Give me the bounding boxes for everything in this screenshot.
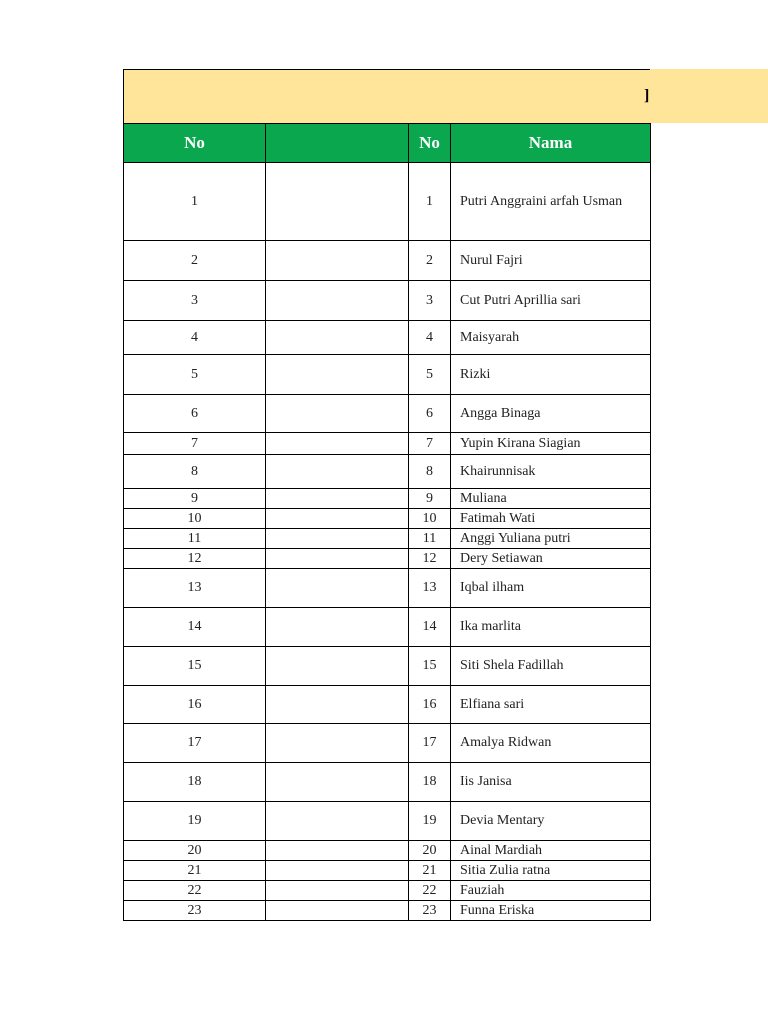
row-number-left: 5 (124, 355, 266, 395)
student-name: Ainal Mardiah (451, 841, 651, 861)
empty-cell (266, 529, 409, 549)
page-title: ] (644, 87, 650, 104)
empty-cell (266, 841, 409, 861)
row-number-left: 1 (124, 163, 266, 241)
empty-cell (266, 802, 409, 841)
table-row (124, 901, 651, 921)
student-name: Ika marlita (451, 608, 651, 647)
row-number-right: 18 (409, 763, 451, 802)
row-number-left: 9 (124, 489, 266, 509)
student-name: Angga Binaga (451, 395, 651, 433)
empty-cell (266, 321, 409, 355)
table-row (124, 549, 651, 569)
row-number-right: 20 (409, 841, 451, 861)
row-number-left: 15 (124, 647, 266, 686)
table-row (124, 841, 651, 861)
row-number-right: 9 (409, 489, 451, 509)
row-number-left: 12 (124, 549, 266, 569)
table-row (124, 647, 651, 686)
student-name: Nurul Fajri (451, 241, 651, 281)
table-row (124, 861, 651, 881)
student-name: Khairunnisak (451, 455, 651, 489)
row-number-left: 20 (124, 841, 266, 861)
empty-cell (266, 724, 409, 763)
empty-cell (266, 281, 409, 321)
student-name: Siti Shela Fadillah (451, 647, 651, 686)
empty-cell (266, 763, 409, 802)
row-number-left: 11 (124, 529, 266, 549)
row-number-right: 3 (409, 281, 451, 321)
table-row (124, 321, 651, 355)
student-name: Cut Putri Aprillia sari (451, 281, 651, 321)
row-number-right: 5 (409, 355, 451, 395)
empty-cell (266, 163, 409, 241)
row-number-right: 14 (409, 608, 451, 647)
empty-cell (266, 901, 409, 921)
row-number-left: 10 (124, 509, 266, 529)
row-number-right: 10 (409, 509, 451, 529)
student-name: Dery Setiawan (451, 549, 651, 569)
row-number-left: 4 (124, 321, 266, 355)
student-name: Putri Anggraini arfah Usman (451, 163, 651, 241)
empty-cell (266, 569, 409, 608)
table-row (124, 686, 651, 724)
table-row (124, 355, 651, 395)
title-cell-border (123, 69, 650, 123)
row-number-left: 16 (124, 686, 266, 724)
row-number-left: 6 (124, 395, 266, 433)
row-number-left: 13 (124, 569, 266, 608)
header-nama: Nama (451, 124, 651, 163)
header-blank (266, 124, 409, 163)
empty-cell (266, 608, 409, 647)
empty-cell (266, 509, 409, 529)
table-row (124, 569, 651, 608)
table-row (124, 802, 651, 841)
row-number-left: 18 (124, 763, 266, 802)
row-number-left: 8 (124, 455, 266, 489)
student-name: Funna Eriska (451, 901, 651, 921)
row-number-right: 4 (409, 321, 451, 355)
empty-cell (266, 647, 409, 686)
header-no-left: No (124, 124, 266, 163)
empty-cell (266, 489, 409, 509)
empty-cell (266, 355, 409, 395)
student-name: Sitia Zulia ratna (451, 861, 651, 881)
empty-cell (266, 455, 409, 489)
row-number-right: 23 (409, 901, 451, 921)
table-row (124, 433, 651, 455)
table-row (124, 281, 651, 321)
empty-cell (266, 881, 409, 901)
table-row (124, 881, 651, 901)
table-row (124, 608, 651, 647)
row-number-right: 21 (409, 861, 451, 881)
row-number-left: 2 (124, 241, 266, 281)
student-name: Devia Mentary (451, 802, 651, 841)
row-number-right: 16 (409, 686, 451, 724)
student-table (123, 123, 651, 921)
row-number-left: 7 (124, 433, 266, 455)
table-row (124, 529, 651, 549)
row-number-left: 22 (124, 881, 266, 901)
student-name: Rizki (451, 355, 651, 395)
row-number-left: 21 (124, 861, 266, 881)
table-row (124, 241, 651, 281)
row-number-left: 3 (124, 281, 266, 321)
student-name: Elfiana sari (451, 686, 651, 724)
empty-cell (266, 395, 409, 433)
row-number-left: 17 (124, 724, 266, 763)
empty-cell (266, 686, 409, 724)
table-row (124, 489, 651, 509)
student-name: Iis Janisa (451, 763, 651, 802)
row-number-right: 6 (409, 395, 451, 433)
student-name: Muliana (451, 489, 651, 509)
student-name: Yupin Kirana Siagian (451, 433, 651, 455)
table-row (124, 455, 651, 489)
student-name: Anggi Yuliana putri (451, 529, 651, 549)
row-number-right: 1 (409, 163, 451, 241)
row-number-right: 2 (409, 241, 451, 281)
row-number-right: 13 (409, 569, 451, 608)
table-row (124, 509, 651, 529)
empty-cell (266, 549, 409, 569)
student-name: Amalya Ridwan (451, 724, 651, 763)
row-number-right: 22 (409, 881, 451, 901)
row-number-left: 19 (124, 802, 266, 841)
empty-cell (266, 861, 409, 881)
row-number-right: 17 (409, 724, 451, 763)
empty-cell (266, 433, 409, 455)
student-name: Fauziah (451, 881, 651, 901)
header-no-right: No (409, 124, 451, 163)
row-number-right: 7 (409, 433, 451, 455)
header-row (124, 124, 651, 163)
table-row (124, 724, 651, 763)
row-number-right: 11 (409, 529, 451, 549)
empty-cell (266, 241, 409, 281)
row-number-right: 8 (409, 455, 451, 489)
table-row (124, 395, 651, 433)
student-name: Iqbal ilham (451, 569, 651, 608)
student-name: Fatimah Wati (451, 509, 651, 529)
row-number-left: 23 (124, 901, 266, 921)
student-name: Maisyarah (451, 321, 651, 355)
row-number-right: 12 (409, 549, 451, 569)
row-number-right: 15 (409, 647, 451, 686)
row-number-left: 14 (124, 608, 266, 647)
table-row (124, 763, 651, 802)
table-row (124, 163, 651, 241)
row-number-right: 19 (409, 802, 451, 841)
